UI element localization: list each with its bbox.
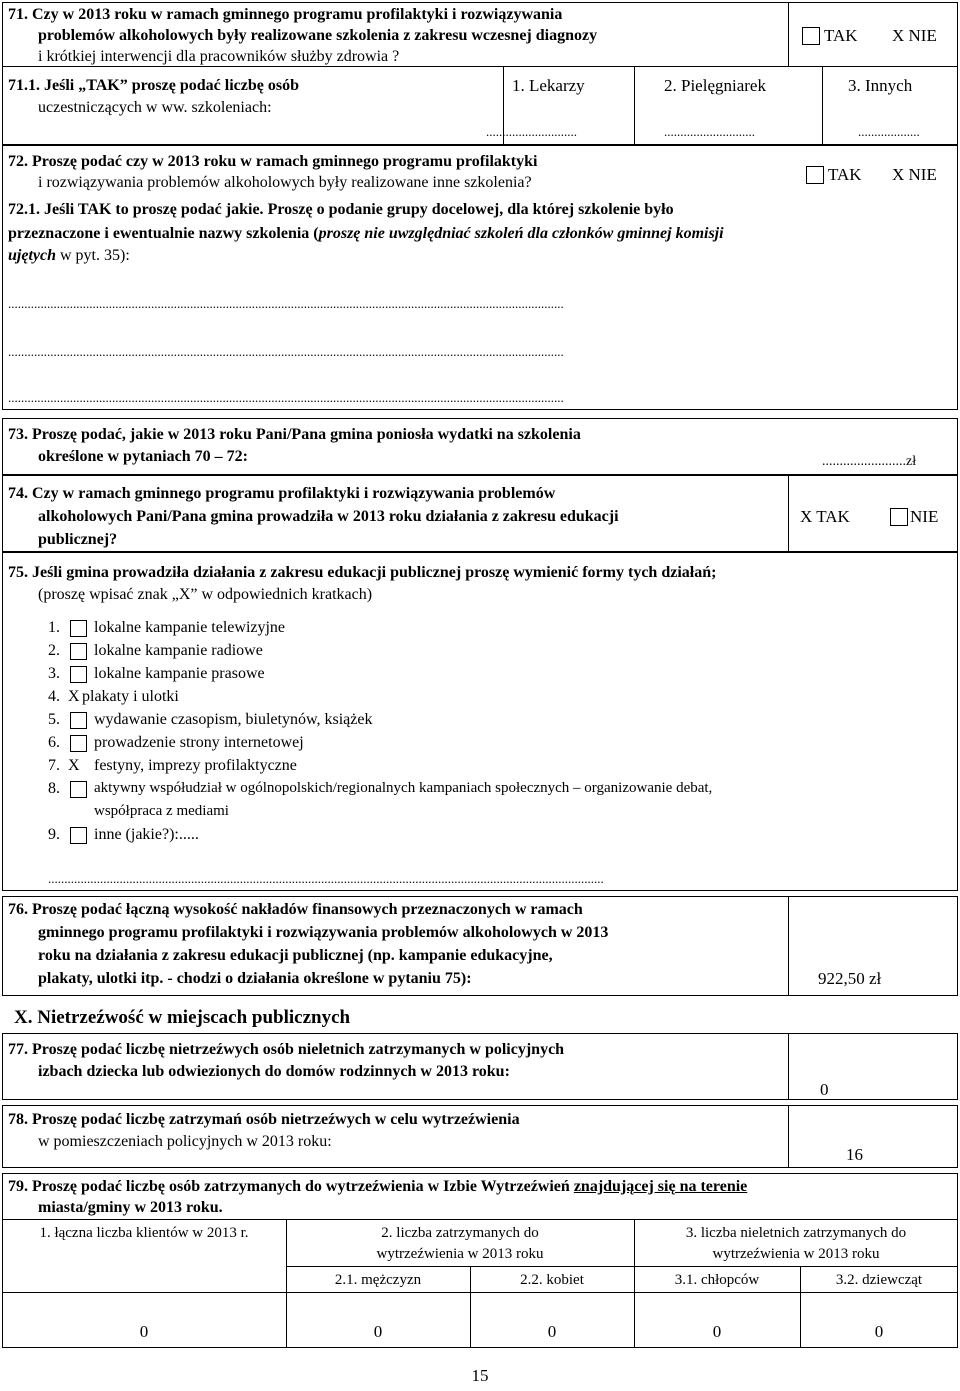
- q72-nie-label[interactable]: X NIE: [892, 165, 937, 184]
- q79-header-detained-l2: wytrzeźwienia w 2013 roku: [376, 1246, 544, 1262]
- q71-col-divider-2: [634, 66, 635, 145]
- q74-question-line1: 74. Czy w ramach gminnego programu profilaktyki i rozwiązywania problemów: [8, 485, 556, 502]
- q74-nie-checkbox[interactable]: [890, 508, 908, 526]
- q71-innych-input[interactable]: ...................: [858, 124, 920, 139]
- q76-question-line2: gminnego programu profilaktyki i rozwiązywania problemów alkoholowych w 2013: [38, 924, 609, 941]
- q71-1-line2: uczestniczących w ww. szkoleniach:: [38, 99, 272, 116]
- q71-col-divider-3: [822, 66, 823, 145]
- q75-option-label: prowadzenie strony internetowej: [94, 734, 304, 751]
- q72-1-line3: ujętych w pyt. 35):: [8, 247, 130, 264]
- q75-option-checkbox[interactable]: [70, 781, 87, 798]
- q75-option-number: 4.: [48, 688, 60, 705]
- q71-pielegniarek-input[interactable]: ............................: [664, 124, 755, 139]
- q79-value-women[interactable]: 0: [547, 1322, 557, 1341]
- q78-question-line1: 78. Proszę podać liczbę zatrzymań osób nietrzeźwych w celu wytrzeźwienia: [8, 1111, 520, 1128]
- q78-question-line2: w pomieszczeniach policyjnych w 2013 roku:: [38, 1133, 332, 1150]
- q71-1-line1: 71.1. Jeśli „TAK” proszę podać liczbę osób: [8, 77, 299, 94]
- q75-option-number: 7.: [48, 757, 60, 774]
- q71-col-innych: 3. Innych: [848, 76, 913, 95]
- q72-tak-checkbox[interactable]: [806, 166, 824, 184]
- q72-question-line1: 72. Proszę podać czy w 2013 roku w ramach gminnego programu profilaktyki: [8, 153, 538, 170]
- page-number: 15: [471, 1366, 489, 1385]
- q79-table-top: [2, 1219, 958, 1220]
- q75-question-line1: 75. Jeśli gmina prowadziła działania z zakresu edukacji publicznej proszę wymienić formy tych działań;: [8, 564, 717, 581]
- q77-divider: [788, 1033, 789, 1100]
- q75-option-label: lokalne kampanie prasowe: [94, 665, 265, 682]
- q75-option-number: 1.: [48, 619, 60, 636]
- q79-value-men[interactable]: 0: [373, 1322, 383, 1341]
- q75-option-label: festyny, imprezy profilaktyczne: [94, 757, 297, 774]
- q75-option-checkbox[interactable]: [70, 666, 87, 683]
- q75-option-label: inne (jakie?):.....: [94, 826, 199, 843]
- q79-header-total: 1. łączna liczba klientów w 2013 r.: [39, 1225, 249, 1241]
- q71-tak-checkbox[interactable]: [802, 27, 820, 45]
- q79-header-minors-l1: 3. liczba nieletnich zatrzymanych do: [685, 1225, 907, 1241]
- q75-option-number: 2.: [48, 642, 60, 659]
- q75-option-number: 3.: [48, 665, 60, 682]
- q75-option-checkbox[interactable]: [70, 712, 87, 729]
- q75-option-number: 6.: [48, 734, 60, 751]
- q72-1-line1: [8, 200, 674, 220]
- q76-divider: [788, 896, 789, 996]
- q75-option-label: lokalne kampanie radiowe: [94, 642, 263, 659]
- q77-question-line2: izbach dziecka lub odwiezionych do domów rodzinnych w 2013 roku:: [38, 1063, 510, 1080]
- q76-question-line3: roku na działania z zakresu edukacji publicznej (np. kampanie edukacyjne,: [38, 947, 553, 964]
- q71-nie-label[interactable]: X NIE: [892, 26, 937, 45]
- q73-question-line1: 73. Proszę podać, jakie w 2013 roku Pani/Pana gmina poniosła wydatki na szkolenia: [8, 426, 581, 443]
- q71-question-line2: problemów alkoholowych były realizowane szkolenia z zakresu wczesnej diagnozy: [38, 27, 598, 44]
- q74-tak-label[interactable]: X TAK: [800, 507, 850, 526]
- q76-amount[interactable]: 922,50 zł: [818, 969, 882, 988]
- q79-value-total[interactable]: 0: [139, 1322, 149, 1341]
- q72-tak-label: TAK: [828, 165, 862, 184]
- q79-subheader-top: [286, 1266, 958, 1267]
- q76-question-line4: plakaty, ulotki itp. - chodzi o działania określone w pytaniu 75):: [38, 970, 472, 987]
- q75-item8-continuation: współpraca z mediami: [94, 803, 229, 819]
- q72-1-label: 72.1. Jeśli TAK to proszę podać jakie.: [8, 201, 264, 218]
- q76-question-line1: 76. Proszę podać łączną wysokość nakładów finansowych przeznaczonych w ramach: [8, 901, 583, 918]
- q79-subheader-boys: 3.1. chłopców: [674, 1272, 760, 1288]
- q75-option-mark[interactable]: X: [68, 688, 80, 705]
- q79-header-detained-l1: 2. liczba zatrzymanych do: [381, 1225, 539, 1241]
- q79-value-boys[interactable]: 0: [712, 1322, 722, 1341]
- q75-question-line2: (proszę wpisać znak „X” w odpowiednich kratkach): [38, 586, 373, 603]
- q75-answer-line[interactable]: ...........................................................................................................................................................................: [48, 871, 604, 886]
- q75-option-checkbox[interactable]: [70, 643, 87, 660]
- q79-subheader-girls: 3.2. dziewcząt: [835, 1272, 923, 1288]
- section-title: X. Nietrzeźwość w miejscach publicznych: [14, 1007, 351, 1028]
- q71-question-line1: 71. Czy w 2013 roku w ramach gminnego programu profilaktyki i rozwiązywania: [8, 6, 563, 23]
- q79-question-line2: miasta/gminy w 2013 roku.: [38, 1199, 223, 1216]
- q74-question-line2: alkoholowych Pani/Pana gmina prowadziła w 2013 roku działania z zakresu edukacji: [38, 508, 619, 525]
- q71-col-lekarzy: 1. Lekarzy: [512, 76, 585, 95]
- q78-divider: [788, 1105, 789, 1168]
- q75-option-label: aktywny współudział w ogólnopolskich/regionalnych kampaniach społecznych – organizowanie debat,: [94, 780, 713, 796]
- q71-lekarzy-input[interactable]: ............................: [486, 124, 577, 139]
- q72-question-line2: i rozwiązywania problemów alkoholowych były realizowane inne szkolenia?: [38, 174, 532, 191]
- q75-option-mark[interactable]: X: [68, 757, 80, 774]
- q79-values-top: [2, 1292, 958, 1293]
- q71-col-pielegniarek: 2. Pielęgniarek: [664, 76, 766, 95]
- q79-subheader-women: 2.2. kobiet: [520, 1272, 584, 1288]
- q72-1-request: Proszę o podanie grupy docelowej, dla której szkolenie było: [267, 201, 674, 218]
- q74-question-line3: publicznej?: [38, 531, 118, 548]
- q74-nie-label: NIE: [910, 507, 939, 526]
- q75-option-label: wydawanie czasopism, biuletynów, książek: [94, 711, 373, 728]
- q73-question-line2: określone w pytaniach 70 – 72:: [38, 448, 248, 465]
- q75-option-label: plakaty i ulotki: [82, 688, 179, 705]
- q75-option-checkbox[interactable]: [70, 620, 87, 637]
- q79-question-line1: 79. Proszę podać liczbę osób zatrzymanych do wytrzeźwienia w Izbie Wytrzeźwień znajdującej się na terenie: [8, 1178, 748, 1195]
- q79-value-girls[interactable]: 0: [874, 1322, 884, 1341]
- q75-option-label: lokalne kampanie telewizyjne: [94, 619, 286, 636]
- q75-option-number: 5.: [48, 711, 60, 728]
- q75-option-checkbox[interactable]: [70, 827, 87, 844]
- q73-amount-input[interactable]: ........................zł: [822, 454, 917, 469]
- q72-answer-line-1[interactable]: ...........................................................................................................................................................................: [8, 296, 564, 311]
- q72-answer-line-3[interactable]: ...........................................................................................................................................................................: [8, 390, 564, 405]
- q75-option-number: 8.: [48, 780, 60, 797]
- q75-option-number: 9.: [48, 826, 60, 843]
- q71-question-line3: i krótkiej interwencji dla pracowników służby zdrowia ?: [38, 48, 400, 65]
- q71-divider-v: [788, 2, 789, 66]
- q71-tak-label: TAK: [824, 26, 858, 45]
- q72-answer-line-2[interactable]: ...........................................................................................................................................................................: [8, 344, 564, 359]
- q72-1-line2: przeznaczone i ewentualnie nazwy szkolenia (proszę nie uwzględniać szkoleń dla członków gminnej komisji: [8, 225, 724, 242]
- q77-answer[interactable]: 0: [820, 1080, 829, 1099]
- q79-header-minors-l2: wytrzeźwienia w 2013 roku: [712, 1246, 880, 1262]
- q74-divider: [788, 475, 789, 552]
- q78-answer[interactable]: 16: [846, 1145, 863, 1164]
- q77-question-line1: 77. Proszę podać liczbę nietrzeźwych osób nieletnich zatrzymanych w policyjnych: [8, 1041, 565, 1058]
- q75-option-checkbox[interactable]: [70, 735, 87, 752]
- q79-subheader-men: 2.1. mężczyzn: [334, 1272, 422, 1288]
